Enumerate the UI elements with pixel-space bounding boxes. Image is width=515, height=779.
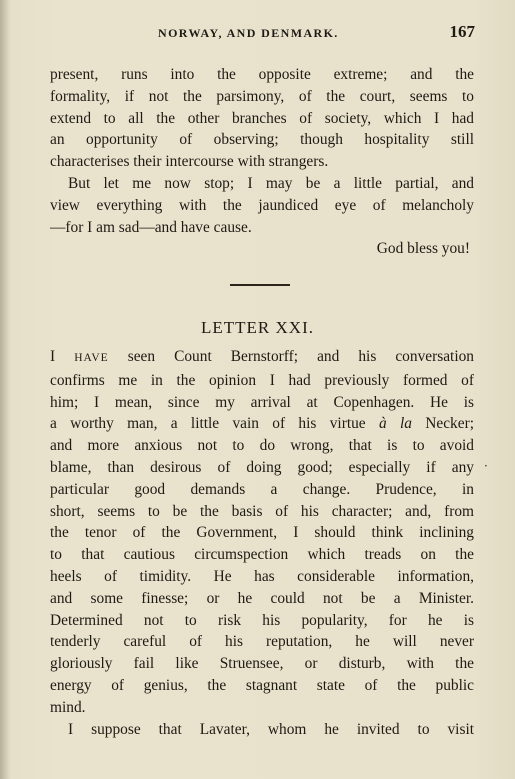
text-line: him; I mean, since my arrival at Copenhagen. He is [50, 393, 474, 411]
text-line: blame, than desirous of doing good; especially if any [50, 458, 474, 476]
text-line: gloriously fail like Struensee, or disturb, with the [50, 655, 474, 673]
italic-phrase: à la [378, 415, 412, 433]
text-line: view everything with the jaundiced eye of melancholy [50, 196, 474, 214]
text-line: mind. [50, 698, 86, 716]
text-line: But let me now stop; I may be a little partial, and [68, 174, 474, 192]
text-line: present, runs into the opposite extreme; and the [50, 66, 474, 83]
text-line: the tenor of the Government, I should think inclining [50, 524, 474, 542]
text-line-first [50, 346, 474, 370]
page-number: 167 [449, 22, 475, 41]
drop-lead: I [50, 348, 75, 365]
text-line: confirms me in the opinion I had previously formed of [50, 371, 474, 389]
text-line: an opportunity of observing; though hospitality still [50, 131, 474, 149]
small-caps-word: HAVE [74, 352, 109, 364]
running-head: NORWAY, AND DENMARK. [158, 26, 339, 40]
text-line: energy of genius, the stagnant state of the public [50, 676, 474, 694]
text-line: characterises their intercourse with strangers. [50, 153, 329, 171]
text-line: —for I am sad—and have cause. [50, 218, 252, 236]
letter-heading: LETTER XXI. [201, 318, 314, 337]
text-line: Determined not to risk his popularity, for he is [50, 611, 474, 629]
text-line: heels of timidity. He has considerable information, [50, 567, 474, 585]
section-divider [230, 284, 290, 286]
letter-closing-text [50, 64, 474, 260]
text-line: tenderly careful of his reputation, he will never [50, 633, 474, 651]
text-line: extend to all the other branches of society, which I had [50, 109, 474, 127]
text-line: and more anxious not to do wrong, that is to avoid [50, 437, 474, 455]
text-line-italic [50, 413, 474, 435]
letter-body [50, 346, 474, 740]
text-line: particular good demands a change. Prudence, in [50, 480, 474, 498]
text-line: formality, if not the parsimony, of the court, seems to [50, 87, 474, 105]
text-line: to that cautious circumspection which treads on the [50, 546, 474, 564]
page-header [50, 24, 475, 46]
text-line: short, seems to be the basis of his character; and, from [50, 502, 474, 520]
italic-line-pre: a worthy man, a little vain of his virtue [50, 415, 379, 433]
stray-dot-mark: · [484, 459, 488, 473]
text-line: and some finesse; or he could not be a Minister. [50, 589, 474, 607]
signoff: God bless you! [376, 240, 470, 258]
italic-line-post: Necker; [411, 415, 474, 433]
first-line-rest: seen Count Bernstorff; and his conversation [108, 348, 474, 365]
text-line: I suppose that Lavater, whom he invited to visit [68, 720, 474, 738]
